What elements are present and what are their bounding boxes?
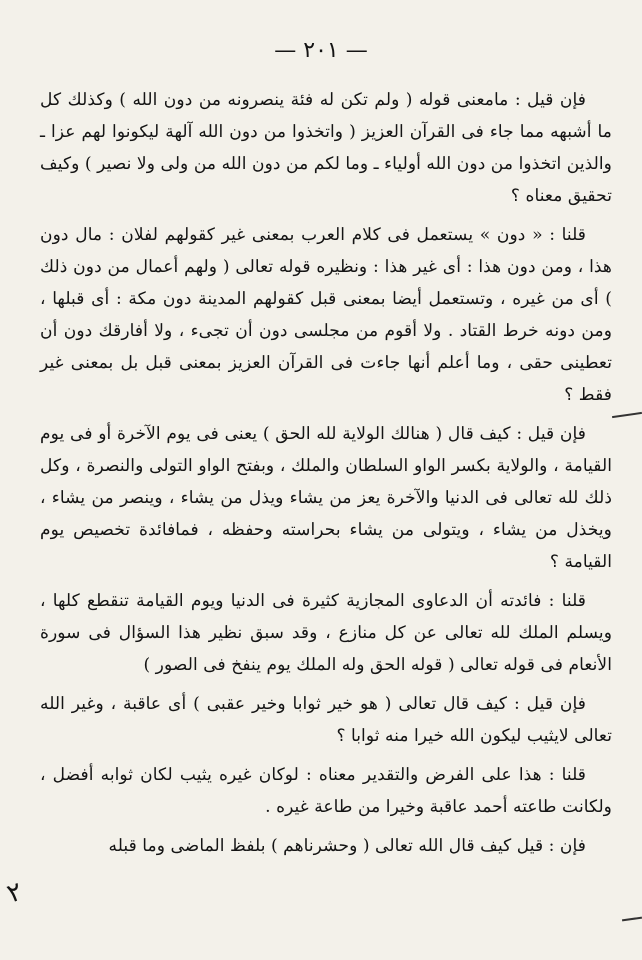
edge-tick: [612, 412, 642, 418]
paragraph: فإن قيل : مامعنى قوله ( ولم تكن له فئة ينصرونه من دون الله ) وكذلك كل ما أشبهه مما جاء فى القرآن العزيز ( واتخذوا من دون الله آلهة ليكونوا لهم عزا ـ والذين اتخذوا من دون الله أولياء ـ وما لكم من دون الله من ولى ولا نصير ) وكيف تحقيق معناه ؟: [40, 90, 612, 206]
margin-mark: ٢: [3, 876, 27, 910]
edge-tick: [622, 917, 642, 922]
page-number: — ٢٠١ —: [274, 38, 368, 63]
paragraph: قلنا : « دون » يستعمل فى كلام العرب بمعنى غير كقولهم لفلان : مال دون هذا ، ومن دون هذا : أى غير هذا : ونظيره قوله تعالى ( ولهم أعمال من دون ذلك ) أى من غيره ، وتستعمل أيضا بمعنى قبل كقولهم المدينة دون مكة : أى قبلها ، ومن دونه خرط القتاد . ولا أقوم من مجلسى دون أن تجىء ، ولا أفارقك دون أن تعطينى حقى ، وما أعلم أنها جاءت فى القرآن العزيز بمعنى قبل بل بمعنى غير فقط ؟: [40, 225, 612, 405]
paragraph: قلنا : هذا على الفرض والتقدير معناه : لوكان غيره يثيب لكان ثوابه أفضل ، ولكانت طاعته أحمد عاقبة وخيرا من طاعة غيره .: [40, 765, 612, 817]
paragraph: فإن قيل : كيف قال ( هنالك الولاية لله الحق ) يعنى فى يوم الآخرة أو فى يوم القيامة ، والولاية بكسر الواو السلطان والملك ، وبفتح الواو التولى والنصرة ، وكل ذلك لله تعالى فى الدنيا والآخرة يعز من يشاء ويذل من يشاء ، وينصر من يشاء ، ويخذل من يشاء ، ويتولى من يشاء بحراسته وحفظه ، فمافائدة تخصيص يوم القيامة ؟: [40, 424, 612, 572]
body-text: [40, 84, 612, 869]
paragraph: فإن قيل : كيف قال تعالى ( هو خير ثوابا وخير عقبى ) أى عاقبة ، وغير الله تعالى لايثيب ليكون الله خيرا منه ثوابا ؟: [40, 694, 612, 746]
paragraph: فإن : قيل كيف قال الله تعالى ( وحشرناهم ) بلفظ الماضى وما قبله: [108, 836, 586, 856]
paragraph: قلنا : فائدته أن الدعاوى المجازية كثيرة فى الدنيا ويوم القيامة تنقطع كلها ، ويسلم الملك لله تعالى عن كل منازع ، وقد سبق نظير هذا السؤال فى سورة الأنعام فى قوله تعالى ( قوله الحق وله الملك يوم ينفخ فى الصور ): [40, 591, 612, 675]
